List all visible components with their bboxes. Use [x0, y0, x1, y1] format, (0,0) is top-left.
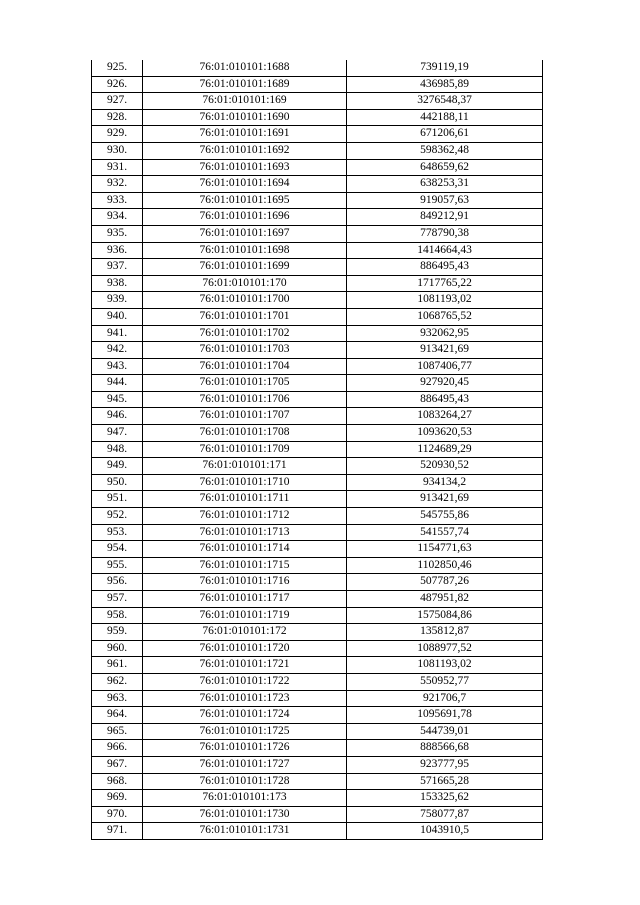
cadastral-number-cell: 76:01:010101:1711 — [143, 491, 347, 508]
row-number-cell: 926. — [92, 76, 143, 93]
cadastral-value-cell: 550952,77 — [347, 673, 543, 690]
cadastral-value-cell: 436985,89 — [347, 76, 543, 93]
row-number-cell: 946. — [92, 408, 143, 425]
row-number-cell: 938. — [92, 275, 143, 292]
row-number-cell: 970. — [92, 806, 143, 823]
cadastral-value-cell: 544739,01 — [347, 723, 543, 740]
table-row — [92, 640, 543, 657]
table-row — [92, 259, 543, 276]
table-row — [92, 342, 543, 359]
cadastral-value-cell: 487951,82 — [347, 591, 543, 608]
row-number-cell: 950. — [92, 474, 143, 491]
cadastral-value-cell: 638253,31 — [347, 176, 543, 193]
cadastral-value-cell: 1124689,29 — [347, 441, 543, 458]
cadastral-number-cell: 76:01:010101:1701 — [143, 308, 347, 325]
row-number-cell: 954. — [92, 541, 143, 558]
row-number-cell: 943. — [92, 358, 143, 375]
cadastral-value-cell: 849212,91 — [347, 209, 543, 226]
cadastral-number-cell: 76:01:010101:169 — [143, 93, 347, 110]
table-row — [92, 325, 543, 342]
cadastral-value-table — [91, 60, 543, 840]
row-number-cell: 966. — [92, 740, 143, 757]
cadastral-number-cell: 76:01:010101:1707 — [143, 408, 347, 425]
cadastral-number-cell: 76:01:010101:1695 — [143, 192, 347, 209]
table-row — [92, 508, 543, 525]
cadastral-number-cell: 76:01:010101:1709 — [143, 441, 347, 458]
table-row — [92, 491, 543, 508]
cadastral-number-cell: 76:01:010101:1688 — [143, 60, 347, 76]
row-number-cell: 951. — [92, 491, 143, 508]
cadastral-number-cell: 76:01:010101:1706 — [143, 391, 347, 408]
cadastral-number-cell: 76:01:010101:1690 — [143, 109, 347, 126]
row-number-cell: 958. — [92, 607, 143, 624]
cadastral-number-cell: 76:01:010101:1715 — [143, 557, 347, 574]
cadastral-number-cell: 76:01:010101:1728 — [143, 773, 347, 790]
row-number-cell: 928. — [92, 109, 143, 126]
cadastral-number-cell: 76:01:010101:1703 — [143, 342, 347, 359]
table-row — [92, 624, 543, 641]
row-number-cell: 942. — [92, 342, 143, 359]
cadastral-number-cell: 76:01:010101:171 — [143, 458, 347, 475]
table-row — [92, 176, 543, 193]
cadastral-number-cell: 76:01:010101:1731 — [143, 823, 347, 840]
row-number-cell: 947. — [92, 425, 143, 442]
row-number-cell: 952. — [92, 508, 143, 525]
cadastral-value-cell: 739119,19 — [347, 60, 543, 76]
table-row — [92, 292, 543, 309]
table-row — [92, 773, 543, 790]
cadastral-value-cell: 932062,95 — [347, 325, 543, 342]
cadastral-number-cell: 76:01:010101:1693 — [143, 159, 347, 176]
cadastral-value-cell: 598362,48 — [347, 142, 543, 159]
table-row — [92, 209, 543, 226]
row-number-cell: 925. — [92, 60, 143, 76]
row-number-cell: 962. — [92, 673, 143, 690]
cadastral-value-cell: 1575084,86 — [347, 607, 543, 624]
table-row — [92, 591, 543, 608]
cadastral-number-cell: 76:01:010101:1697 — [143, 225, 347, 242]
row-number-cell: 933. — [92, 192, 143, 209]
cadastral-value-cell: 545755,86 — [347, 508, 543, 525]
table-row — [92, 541, 543, 558]
table-row — [92, 109, 543, 126]
cadastral-value-cell: 1068765,52 — [347, 308, 543, 325]
cadastral-value-cell: 921706,7 — [347, 690, 543, 707]
row-number-cell: 956. — [92, 574, 143, 591]
table-row — [92, 192, 543, 209]
cadastral-value-cell: 1088977,52 — [347, 640, 543, 657]
cadastral-value-cell: 507787,26 — [347, 574, 543, 591]
cadastral-number-cell: 76:01:010101:1721 — [143, 657, 347, 674]
table-row — [92, 375, 543, 392]
table-row — [92, 673, 543, 690]
cadastral-value-cell: 888566,68 — [347, 740, 543, 757]
cadastral-value-cell: 541557,74 — [347, 524, 543, 541]
cadastral-number-cell: 76:01:010101:1712 — [143, 508, 347, 525]
row-number-cell: 930. — [92, 142, 143, 159]
table-row — [92, 358, 543, 375]
row-number-cell: 944. — [92, 375, 143, 392]
table-row — [92, 557, 543, 574]
table-row — [92, 425, 543, 442]
row-number-cell: 971. — [92, 823, 143, 840]
row-number-cell: 959. — [92, 624, 143, 641]
row-number-cell: 969. — [92, 790, 143, 807]
cadastral-number-cell: 76:01:010101:1689 — [143, 76, 347, 93]
cadastral-value-cell: 1095691,78 — [347, 707, 543, 724]
cadastral-number-cell: 76:01:010101:1716 — [143, 574, 347, 591]
cadastral-number-cell: 76:01:010101:1720 — [143, 640, 347, 657]
cadastral-number-cell: 76:01:010101:1714 — [143, 541, 347, 558]
row-number-cell: 932. — [92, 176, 143, 193]
row-number-cell: 931. — [92, 159, 143, 176]
row-number-cell: 935. — [92, 225, 143, 242]
table-row — [92, 225, 543, 242]
table-row — [92, 391, 543, 408]
row-number-cell: 937. — [92, 259, 143, 276]
table-row — [92, 790, 543, 807]
row-number-cell: 955. — [92, 557, 143, 574]
cadastral-value-cell: 919057,63 — [347, 192, 543, 209]
row-number-cell: 963. — [92, 690, 143, 707]
row-number-cell: 929. — [92, 126, 143, 143]
table-row — [92, 607, 543, 624]
cadastral-value-cell: 1081193,02 — [347, 657, 543, 674]
cadastral-number-cell: 76:01:010101:1727 — [143, 756, 347, 773]
cadastral-value-cell: 758077,87 — [347, 806, 543, 823]
cadastral-number-cell: 76:01:010101:173 — [143, 790, 347, 807]
table-row — [92, 823, 543, 840]
table-row — [92, 657, 543, 674]
table-row — [92, 308, 543, 325]
cadastral-value-cell: 671206,61 — [347, 126, 543, 143]
table-row — [92, 474, 543, 491]
cadastral-number-cell: 76:01:010101:1691 — [143, 126, 347, 143]
row-number-cell: 927. — [92, 93, 143, 110]
cadastral-value-cell: 1717765,22 — [347, 275, 543, 292]
row-number-cell: 945. — [92, 391, 143, 408]
table-row — [92, 76, 543, 93]
cadastral-value-cell: 3276548,37 — [347, 93, 543, 110]
cadastral-value-cell: 153325,62 — [347, 790, 543, 807]
table-row — [92, 242, 543, 259]
row-number-cell: 961. — [92, 657, 143, 674]
cadastral-number-cell: 76:01:010101:1710 — [143, 474, 347, 491]
table-body — [92, 60, 543, 839]
cadastral-number-cell: 76:01:010101:1717 — [143, 591, 347, 608]
cadastral-value-cell: 1154771,63 — [347, 541, 543, 558]
cadastral-value-cell: 571665,28 — [347, 773, 543, 790]
cadastral-value-cell: 923777,95 — [347, 756, 543, 773]
row-number-cell: 939. — [92, 292, 143, 309]
row-number-cell: 934. — [92, 209, 143, 226]
row-number-cell: 967. — [92, 756, 143, 773]
table-row — [92, 574, 543, 591]
cadastral-value-cell: 1102850,46 — [347, 557, 543, 574]
cadastral-value-cell: 913421,69 — [347, 491, 543, 508]
cadastral-number-cell: 76:01:010101:1724 — [143, 707, 347, 724]
row-number-cell: 936. — [92, 242, 143, 259]
table-row — [92, 441, 543, 458]
table-row — [92, 275, 543, 292]
cadastral-value-cell: 886495,43 — [347, 259, 543, 276]
table-row — [92, 458, 543, 475]
cadastral-number-cell: 76:01:010101:1692 — [143, 142, 347, 159]
row-number-cell: 940. — [92, 308, 143, 325]
cadastral-number-cell: 76:01:010101:1704 — [143, 358, 347, 375]
row-number-cell: 960. — [92, 640, 143, 657]
table-row — [92, 159, 543, 176]
cadastral-number-cell: 76:01:010101:1723 — [143, 690, 347, 707]
row-number-cell: 957. — [92, 591, 143, 608]
table-row — [92, 806, 543, 823]
row-number-cell: 948. — [92, 441, 143, 458]
cadastral-number-cell: 76:01:010101:170 — [143, 275, 347, 292]
row-number-cell: 941. — [92, 325, 143, 342]
cadastral-number-cell: 76:01:010101:1702 — [143, 325, 347, 342]
cadastral-number-cell: 76:01:010101:1696 — [143, 209, 347, 226]
cadastral-value-cell: 934134,2 — [347, 474, 543, 491]
cadastral-number-cell: 76:01:010101:1698 — [143, 242, 347, 259]
cadastral-value-cell: 1083264,27 — [347, 408, 543, 425]
cadastral-number-cell: 76:01:010101:1719 — [143, 607, 347, 624]
table-row — [92, 93, 543, 110]
cadastral-number-cell: 76:01:010101:1700 — [143, 292, 347, 309]
table-row — [92, 723, 543, 740]
table-row — [92, 740, 543, 757]
table-row — [92, 408, 543, 425]
table-row — [92, 142, 543, 159]
table-row — [92, 690, 543, 707]
cadastral-value-cell: 1414664,43 — [347, 242, 543, 259]
table-row — [92, 707, 543, 724]
cadastral-value-cell: 520930,52 — [347, 458, 543, 475]
cadastral-value-cell: 1093620,53 — [347, 425, 543, 442]
row-number-cell: 965. — [92, 723, 143, 740]
cadastral-value-cell: 135812,87 — [347, 624, 543, 641]
cadastral-number-cell: 76:01:010101:1705 — [143, 375, 347, 392]
row-number-cell: 968. — [92, 773, 143, 790]
table-row — [92, 60, 543, 76]
cadastral-value-cell: 1087406,77 — [347, 358, 543, 375]
cadastral-number-cell: 76:01:010101:172 — [143, 624, 347, 641]
table-row — [92, 756, 543, 773]
cadastral-number-cell: 76:01:010101:1699 — [143, 259, 347, 276]
cadastral-number-cell: 76:01:010101:1730 — [143, 806, 347, 823]
cadastral-number-cell: 76:01:010101:1722 — [143, 673, 347, 690]
table-row — [92, 126, 543, 143]
cadastral-number-cell: 76:01:010101:1713 — [143, 524, 347, 541]
cadastral-value-cell: 778790,38 — [347, 225, 543, 242]
cadastral-value-cell: 927920,45 — [347, 375, 543, 392]
cadastral-value-cell: 886495,43 — [347, 391, 543, 408]
table-row — [92, 524, 543, 541]
cadastral-number-cell: 76:01:010101:1726 — [143, 740, 347, 757]
cadastral-value-cell: 1043910,5 — [347, 823, 543, 840]
cadastral-number-cell: 76:01:010101:1708 — [143, 425, 347, 442]
cadastral-value-cell: 442188,11 — [347, 109, 543, 126]
cadastral-value-cell: 1081193,02 — [347, 292, 543, 309]
row-number-cell: 949. — [92, 458, 143, 475]
row-number-cell: 964. — [92, 707, 143, 724]
cadastral-value-cell: 648659,62 — [347, 159, 543, 176]
cadastral-number-cell: 76:01:010101:1725 — [143, 723, 347, 740]
row-number-cell: 953. — [92, 524, 143, 541]
cadastral-value-cell: 913421,69 — [347, 342, 543, 359]
cadastral-number-cell: 76:01:010101:1694 — [143, 176, 347, 193]
